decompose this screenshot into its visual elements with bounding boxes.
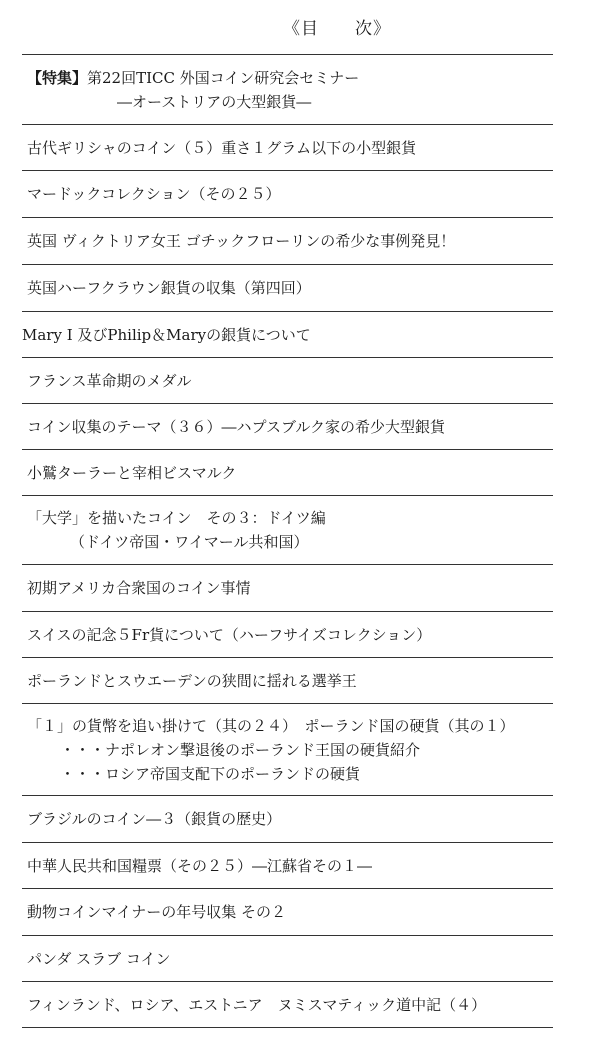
toc-item[interactable] bbox=[22, 564, 553, 611]
toc-item-title: 古代ギリシャのコイン（５）重さ１グラム以下の小型銀貨 bbox=[27, 138, 417, 157]
toc-item-title: スイスの記念５Fr貨について（ハーフサイズコレクション） bbox=[27, 625, 432, 644]
toc-item-title: ブラジルのコイン―３（銀貨の歴史） bbox=[27, 810, 282, 828]
toc-item[interactable] bbox=[22, 611, 553, 657]
toc-item[interactable] bbox=[22, 403, 553, 449]
toc-item-title: 「１」の貨幣を追い掛けて（其の２４） ポーランド国の硬貨（其の１） bbox=[27, 716, 515, 735]
toc-item-title: マードックコレクション（その２５） bbox=[27, 185, 281, 203]
toc-item-title: 「大学」を描いたコイン その３：ドイツ編 bbox=[27, 509, 326, 527]
toc-item[interactable] bbox=[22, 703, 553, 795]
toc-item[interactable] bbox=[22, 124, 553, 170]
toc-item[interactable] bbox=[22, 657, 553, 703]
toc-item[interactable] bbox=[22, 357, 553, 403]
toc-item-subtitle: （ドイツ帝国・ワイマール共和国） bbox=[70, 533, 309, 551]
toc-item-title: 英国ハーフクラウン銀貨の収集（第四回） bbox=[27, 279, 311, 297]
toc-item-title: Mary I 及びPhilip＆Maryの銀貨について bbox=[22, 325, 311, 344]
toc-item[interactable] bbox=[22, 495, 553, 564]
feature-tag: 【特集】 bbox=[27, 68, 88, 87]
toc-item[interactable] bbox=[22, 888, 553, 935]
toc-item[interactable] bbox=[22, 795, 553, 842]
toc-item-subtitle: ―オーストリアの大型銀貨― bbox=[117, 92, 312, 111]
toc-item-title: フィンランド、ロシア、エストニア ヌミスマティック道中記（４） bbox=[27, 995, 487, 1014]
toc-item[interactable] bbox=[22, 935, 553, 981]
toc-item-title: フランス革命期のメダル bbox=[27, 371, 192, 390]
toc-item-title: ポーランドとスウエーデンの狭間に揺れる選挙王 bbox=[27, 671, 357, 690]
toc-item-title: 動物コインマイナーの年号収集 その２ bbox=[27, 903, 287, 921]
toc-item[interactable] bbox=[22, 264, 553, 311]
toc-item-title: 中華人民共和国糧票（その２５）―江蘇省その１― bbox=[27, 856, 373, 875]
toc-item-subtitle: ・・・ナポレオン撃退後のポーランド王国の硬貨紹介 bbox=[60, 740, 421, 759]
table-of-contents bbox=[22, 54, 553, 1028]
toc-item[interactable] bbox=[22, 311, 553, 357]
toc-item[interactable] bbox=[22, 217, 553, 264]
page-title: 《目 次》 bbox=[283, 19, 391, 39]
toc-item-title: コイン収集のテーマ（３６）―ハプスブルク家の希少大型銀貨 bbox=[27, 417, 446, 436]
toc-item[interactable] bbox=[22, 981, 553, 1028]
toc-item-title: パンダ スラブ コイン bbox=[27, 949, 171, 968]
toc-item[interactable] bbox=[22, 842, 553, 888]
toc-item-line bbox=[22, 66, 553, 90]
toc-item[interactable] bbox=[22, 170, 553, 217]
toc-item-subtitle: ・・・ロシア帝国支配下のポーランドの硬貨 bbox=[60, 764, 361, 783]
toc-item-title: 小鷲ターラーと宰相ビスマルク bbox=[27, 463, 237, 482]
toc-item[interactable] bbox=[22, 449, 553, 495]
toc-item-feature[interactable] bbox=[22, 54, 553, 124]
toc-item-title: 第22回TICC 外国コイン研究会セミナー bbox=[87, 68, 360, 87]
toc-item-title: 初期アメリカ合衆国のコイン事情 bbox=[27, 579, 251, 597]
toc-item-title: 英国 ヴィクトリア女王 ゴチックフローリンの希少な事例発見！ bbox=[27, 232, 456, 250]
